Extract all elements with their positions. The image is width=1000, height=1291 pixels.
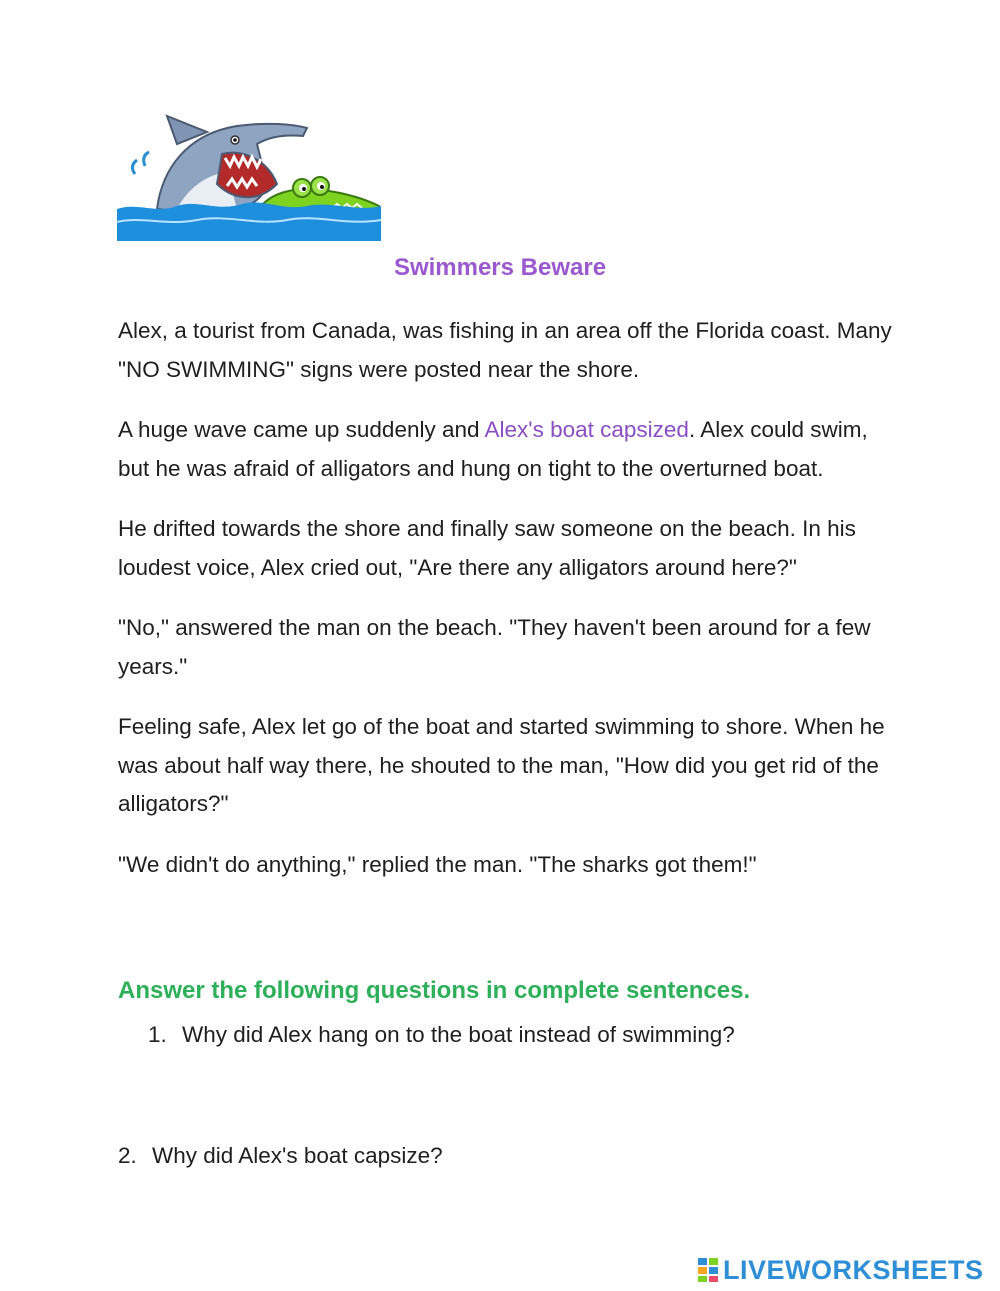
liveworksheets-logo [697,1255,984,1285]
shark-and-alligator-illustration [117,114,381,241]
story-paragraph-2-start: A huge wave came up suddenly and [118,417,485,442]
highlighted-phrase: Alex's boat capsized [484,417,689,442]
question-1 [148,1022,735,1048]
story-paragraph-6: "We didn't do anything," replied the man. "The sharks got them!" [118,851,757,877]
story-paragraph-3: He drifted towards the shore and finally saw someone on the beach. In his loudest voice, Alex cried out, "Are there any alligators around here?" [118,516,856,580]
logo-text: LIVEWORKSHEETS [723,1255,984,1285]
story-paragraph-1: Alex, a tourist from Canada, was fishing in an area off the Florida coast. Many "NO SWIMMING" signs were posted near the shore. [118,318,892,382]
page-title: Swimmers Beware [393,254,607,281]
story-text [118,312,898,906]
question-2-text: Why did Alex's boat capsize? [152,1143,443,1168]
question-1-text: Why did Alex hang on to the boat instead of swimming? [182,1022,735,1047]
logo-blocks-icon [697,1257,719,1283]
instructions-heading: Answer the following questions in complete sentences. [118,977,751,1004]
question-2 [118,1143,443,1169]
question-2-number: 2. [118,1143,137,1168]
question-1-number: 1. [148,1022,167,1047]
story-paragraph-5: Feeling safe, Alex let go of the boat and started swimming to shore. When he was about half way there, he shouted to the man, "How did you get rid of the alligators?" [118,714,885,816]
story-paragraph-2 [118,411,898,488]
story-paragraph-2-end: . Alex could swim, but he was afraid of alligators and hung on tight to the overturned boat. [118,417,868,481]
story-paragraph-4: "No," answered the man on the beach. "They haven't been around for a few years." [118,615,871,679]
